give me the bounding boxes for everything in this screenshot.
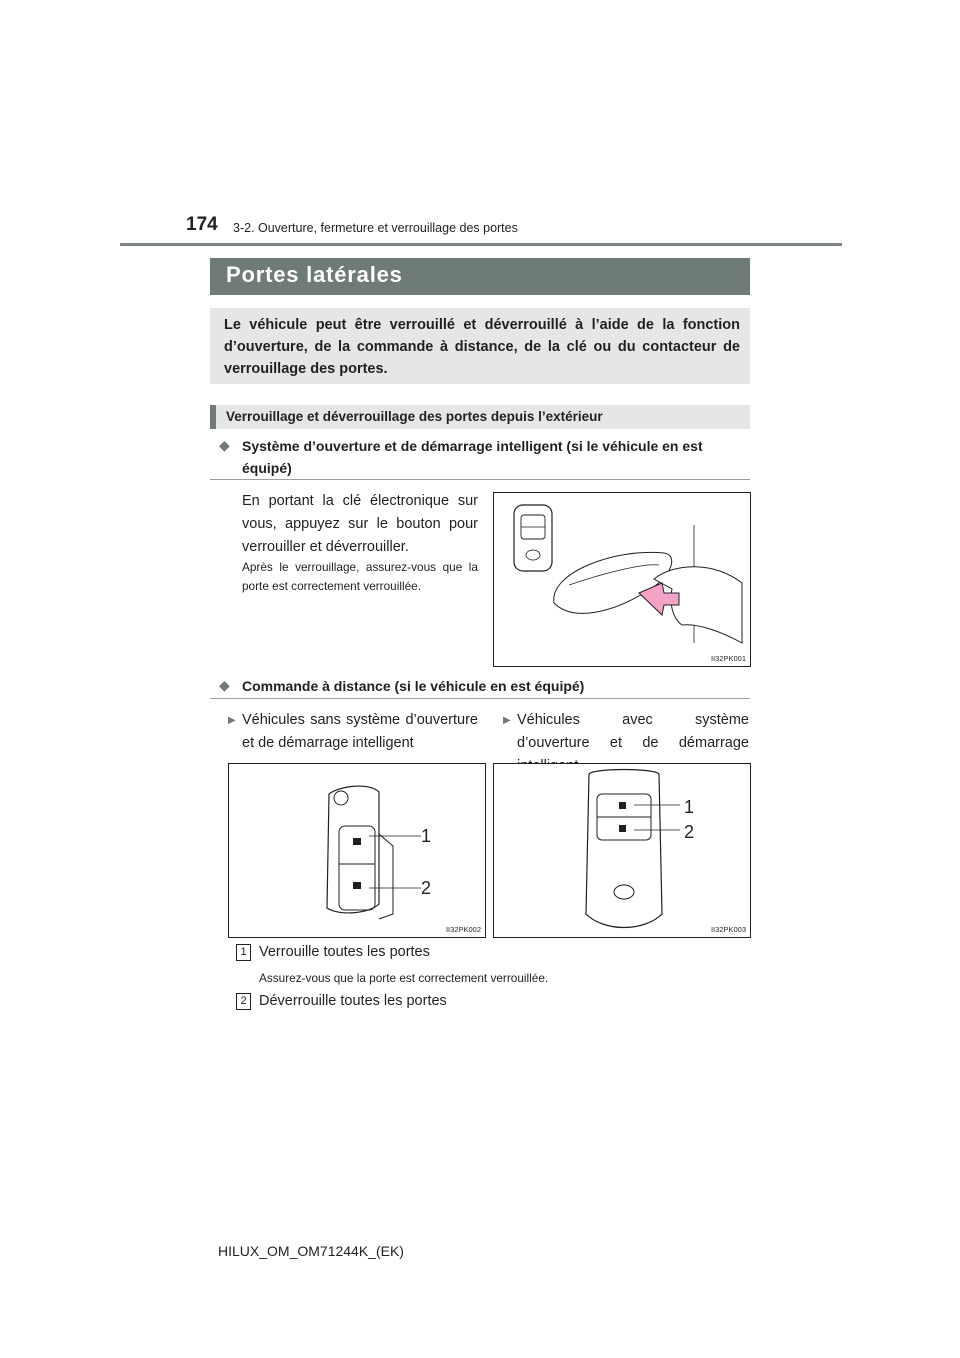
door-handle-illustration	[494, 493, 750, 666]
triangle-bullet-icon: ▶	[228, 715, 236, 726]
smart-entry-heading: Système d’ouverture et de démarrage intelligent (si le véhicule en est équipé)	[242, 438, 703, 476]
chapter-title: 3-2. Ouverture, fermeture et verrouillage des portes	[233, 221, 518, 235]
triangle-bullet-icon: ▶	[503, 715, 511, 726]
legend-text-2: Déverrouille toutes les portes	[259, 993, 447, 1009]
flip-key-figure	[228, 763, 486, 938]
intro-text: Le véhicule peut être verrouillé et déverrouillé à l’aide de la fonction d’ouverture, de la commande à distance, de la clé ou du contacteur de verrouillage des portes.	[224, 317, 740, 377]
flip-key-illustration	[229, 764, 485, 937]
diamond-bullet-icon: ◆	[219, 437, 230, 453]
callout-1: 1	[421, 826, 432, 846]
subsection-accent	[210, 405, 216, 429]
figure-code: II32PK001	[710, 654, 746, 663]
legend-text-1: Verrouille toutes les portes	[259, 944, 430, 960]
remote-heading: Commande à distance (si le véhicule en est équipé)	[242, 678, 585, 694]
callout-2: 2	[421, 878, 432, 898]
legend-number-2: 2	[236, 993, 251, 1010]
legend-note-1: Assurez-vous que la porte est correctement verrouillée.	[259, 971, 549, 985]
page-title: Portes latérales	[226, 262, 403, 287]
smart-key-illustration	[494, 764, 750, 937]
figure-code: II32PK003	[710, 925, 746, 934]
door-handle-figure	[493, 492, 751, 667]
heading-rule	[210, 479, 750, 480]
legend-number-1: 1	[236, 944, 251, 961]
smart-entry-note: Après le verrouillage, assurez-vous que la porte est correctement verrouillée.	[242, 560, 478, 593]
page-number: 174	[186, 214, 218, 235]
column-with-smart: Véhicules avec système d’ouverture et de démarrage	[517, 712, 749, 751]
diamond-bullet-icon: ◆	[219, 677, 230, 693]
smart-entry-body: En portant la clé électronique sur vous, appuyez sur le bouton pour verrouiller et déverrouiller.	[242, 493, 478, 555]
figure-code: II32PK002	[445, 925, 481, 934]
footer-code: HILUX_OM_OM71244K_(EK)	[218, 1243, 404, 1259]
column-without-smart: Véhicules sans système d’ouverture et de démarrage intelligent	[242, 712, 478, 751]
header-rule	[120, 243, 842, 246]
smart-key-figure	[493, 763, 751, 938]
subsection-title: Verrouillage et déverrouillage des portes depuis l’extérieur	[226, 409, 603, 424]
callout-2: 2	[684, 822, 695, 842]
callout-1: 1	[684, 797, 695, 817]
heading-rule	[210, 698, 750, 699]
